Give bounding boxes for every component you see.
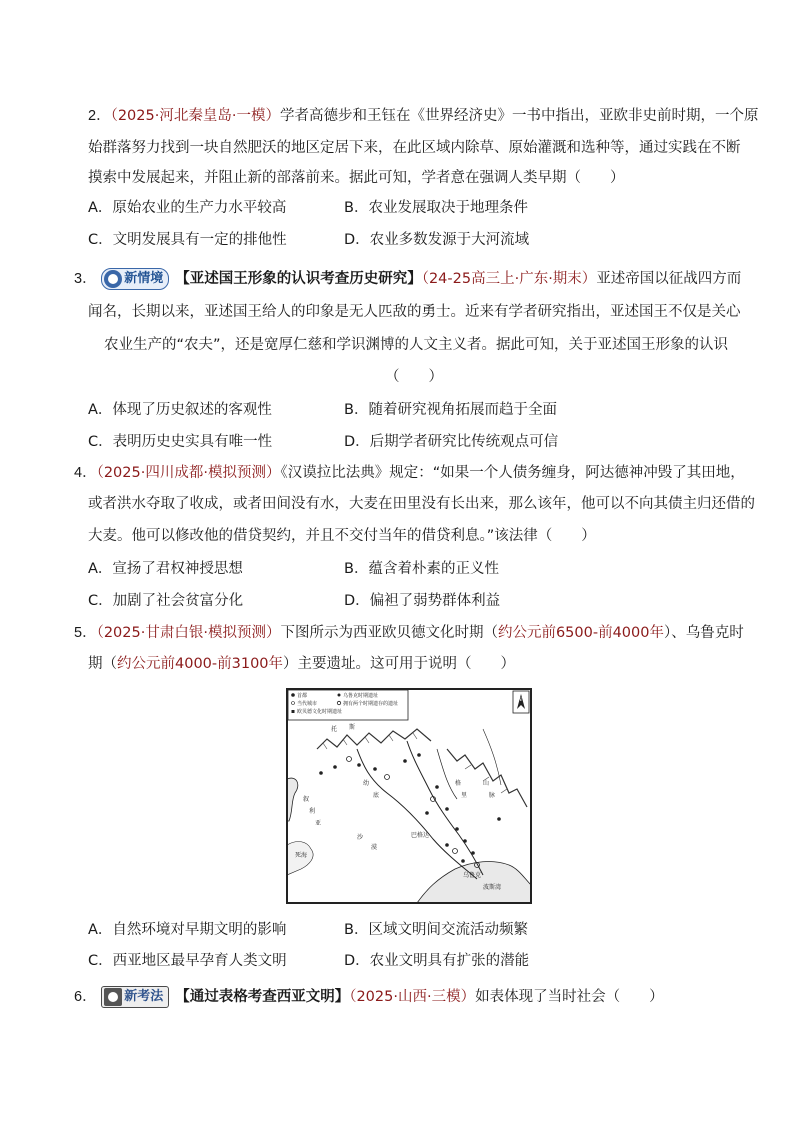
q4-line-2: 或者洪水夺取了收成，或者田间没有水，大麦在田里没有长出来，那么该年，他可以不向其债主归还借的: [88, 496, 755, 512]
q5-text-2: ）、乌鲁克时: [664, 625, 744, 641]
legend-uruk: 乌鲁克时期遗址: [343, 693, 379, 699]
q4-number: 4．: [74, 465, 97, 481]
q5-option-d[interactable]: D．农业文明具有扩张的潜能: [344, 953, 530, 969]
persian-gulf: [417, 862, 531, 903]
map-label-shan: 山: [483, 780, 490, 787]
q5-period-1: 约公元前6500-前4000年: [497, 625, 664, 641]
q5-period-2: 约公元前4000-前3100年: [117, 656, 284, 672]
q3-text-1: 亚述帝国以征战四方而: [596, 271, 742, 287]
q4-option-d[interactable]: D．偏袒了弱势群体利益: [344, 593, 501, 609]
q3-line-4: （ ）: [385, 369, 443, 385]
q5-number: 5．: [74, 625, 97, 641]
q3-number: 3．: [74, 271, 97, 287]
q5-line-1: [74, 623, 744, 643]
map-label-ge: 格: [455, 780, 462, 787]
q3-line-3: 农业生产的“农夫”，还是宽厚仁慈和学识渊博的人文主义者。据此可知，关于亚述国王形象的认识: [104, 337, 729, 353]
q2-number: 2．: [88, 108, 111, 124]
map-label-mo: 漠: [371, 844, 378, 851]
uruk-legend-icon: [338, 694, 341, 697]
q3-line-1: [74, 268, 741, 290]
q2-line-3: 摸索中发展起来，并阻止新的部落前来。据此可知，学者意在强调人类早期（ ）: [88, 170, 625, 186]
north-label: N: [518, 697, 522, 703]
legend-city: 当代城市: [297, 701, 318, 707]
map-label-dead-sea: 死海: [295, 852, 308, 859]
q4-text-1: 《汉谟拉比法典》规定：“如果一个人债务缠身，阿达德神冲毁了其田地，: [280, 465, 745, 481]
q5-text-3: 期（: [88, 656, 117, 672]
map-label-ya: 亚: [315, 820, 322, 827]
q2-line-1: [88, 106, 758, 126]
q5-option-c[interactable]: C．西亚地区最早孕育人类文明: [88, 953, 287, 969]
q5-line-2: [88, 654, 515, 674]
q5-option-a[interactable]: A．自然环境对早期文明的影响: [88, 922, 287, 938]
q3-option-c[interactable]: C．表明历史史实具有唯一性: [88, 434, 273, 450]
q4-source: （2025·四川成都·模拟预测）: [96, 465, 281, 481]
q5-text-1: 下图所示为西亚欧贝德文化时期（: [280, 625, 498, 641]
q6-badge: [101, 986, 169, 1008]
q3-line-2: 闻名，长期以来，亚述国王给人的印象是无人匹敌的勇士。近来有学者研究指出，亚述国王不仅是关心: [88, 304, 741, 320]
mesopotamia-map: [287, 689, 531, 903]
q3-option-d[interactable]: D．后期学者研究比传统观点可信: [344, 434, 559, 450]
map-label-li: 里: [461, 792, 468, 799]
q6-source: （2025·山西·三模）: [349, 989, 476, 1005]
q6-line-1: [74, 986, 664, 1008]
legend-both: 拥有两个时期遗存的遗址: [343, 701, 399, 707]
map-label-sha: 沙: [357, 834, 364, 841]
map-label-persian-gulf: 波斯湾: [483, 884, 502, 891]
tigris-river: [407, 741, 483, 875]
map-label-di: 底: [373, 792, 380, 799]
map-label-tuo: 托: [331, 726, 338, 733]
map-figure: [286, 688, 532, 904]
globe-icon: [104, 270, 122, 288]
map-label-mai: 脉: [489, 792, 496, 799]
q5-source: （2025·甘肃白银·模拟预测）: [96, 625, 281, 641]
ubaid-legend-icon: [292, 710, 295, 713]
map-label-li2: 利: [309, 808, 316, 815]
new-method-badge: [101, 986, 169, 1008]
mediterranean-coast: [287, 778, 298, 821]
q2-option-d[interactable]: D．农业多数发源于大河流域: [344, 232, 530, 248]
q6-badge-label: 新考法: [124, 989, 164, 1004]
q2-line-2: 始群落努力找到一块自然肥沃的地区定居下来，在此区域内除草、原始灌溉和选种等，通过实践在不断: [88, 140, 741, 156]
q6-number: 6．: [74, 989, 97, 1005]
q5-text-4: ）主要遗址。这可用于说明（ ）: [283, 656, 516, 672]
q3-badge: [101, 268, 169, 290]
capital-legend-icon: [291, 693, 295, 697]
map-label-you: 幼: [363, 780, 370, 787]
q5-option-b[interactable]: B．区域文明间交流活动频繁: [344, 922, 528, 938]
q4-line-3: 大麦。他可以修改他的借贷契约，并且不交付当年的借贷利息。”该法律（ ）: [88, 528, 596, 544]
q4-option-b[interactable]: B．蕴含着朴素的正义性: [344, 561, 499, 577]
q3-badge-label: 新情境: [124, 271, 164, 286]
q4-option-c[interactable]: C．加剧了社会贫富分化: [88, 593, 244, 609]
q2-source: （2025·河北秦皇岛·一模）: [110, 108, 280, 124]
q6-text-1: 如表体现了当时社会（ ）: [475, 989, 664, 1005]
q4-option-a[interactable]: A．宣扬了君权神授思想: [88, 561, 243, 577]
q3-topic: 【亚述国王形象的认识考查历史研究】: [175, 271, 422, 287]
q3-option-a[interactable]: A．体现了历史叙述的客观性: [88, 402, 272, 418]
q2-option-c[interactable]: C．文明发展具有一定的排他性: [88, 232, 287, 248]
map-label-si: 斯: [349, 724, 356, 731]
q3-option-b[interactable]: B．随着研究视角拓展而趋于全面: [344, 402, 557, 418]
pencil-icon: [104, 988, 122, 1006]
q2-option-b[interactable]: B．农业发展取决于地理条件: [344, 200, 528, 216]
legend-capital: 首都: [297, 693, 308, 699]
q4-line-1: [74, 463, 745, 483]
new-context-badge: [101, 268, 169, 290]
map-label-uruk: 乌鲁克: [463, 872, 482, 879]
map-label-xu: 叙: [303, 796, 310, 803]
legend-ubaid: 欧贝德文化时期遗址: [297, 709, 343, 715]
q2-option-a[interactable]: A．原始农业的生产力水平较高: [88, 200, 287, 216]
map-label-baghdad: 巴格达: [411, 832, 430, 839]
q6-topic: 【通过表格考查西亚文明】: [175, 989, 350, 1005]
q2-text-1: 学者高德步和王钰在《世界经济史》一书中指出，亚欧非史前时期，一个原: [279, 108, 759, 124]
q3-source: （24-25高三上·广东·期末）: [421, 271, 597, 287]
